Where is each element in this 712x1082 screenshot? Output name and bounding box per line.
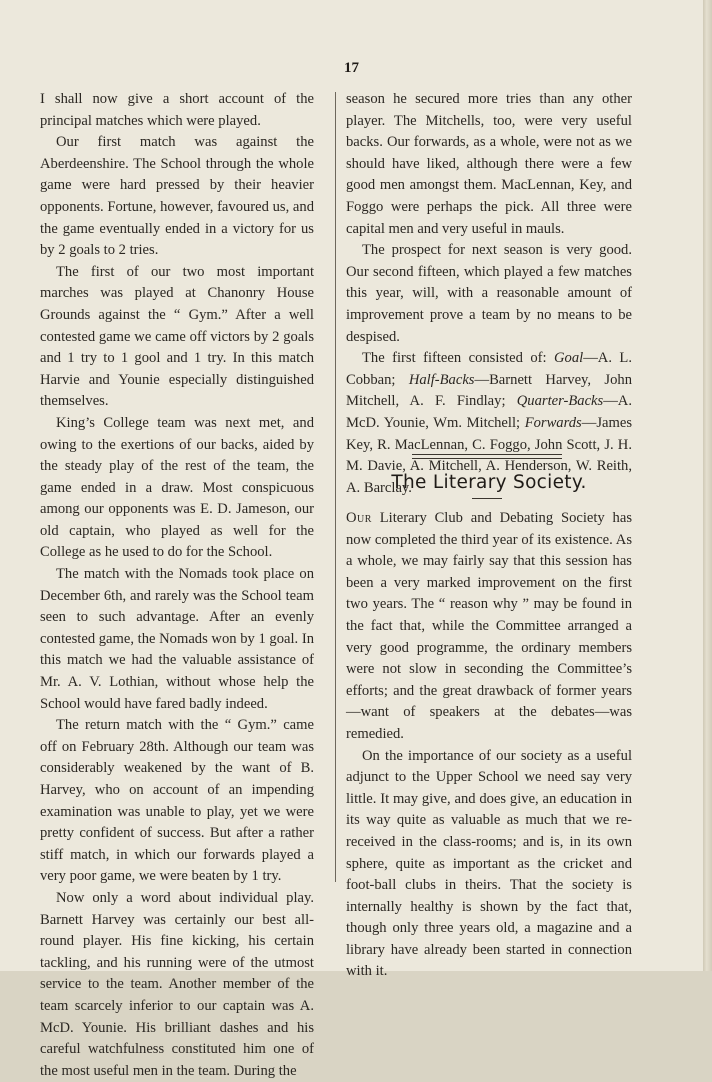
paragraph: The first of our two most important marches was played at Chanonry House Grounds against the “ Gym.” After a well contested game we came off victors by 2 goals and 1 try to 1 gool and 1 try. In this match Harvie and Younie especially distinguished themselves. [40,263,314,410]
right-column [346,89,632,499]
section-rule [412,454,562,459]
paragraph: I shall now give a short account of the principal matches which were played. [40,91,314,129]
paragraph: King’s College team was next met, and owing to the exertions of our backs, aided by the steady play of the rest of the team, the game ended in a draw. Most conspicuous among our opponents was E. D. Jameson, our old captain, who played as well for the College as he used to do for the School. [40,414,314,561]
quarter-backs-players: —A. McD. Younie, Wm. Mitchell; [346,393,632,431]
fifteen-intro: The first fifteen consisted of: [362,350,555,367]
paragraph: The return match with the “ Gym.” came off on February 28th. Although our team was considerably weakened by the want of B. Harvey, who on account of an impending examination was unable to play, yet we were pretty confident of success. But after a rather stiff match, in which our forwards played a very poor game, we were beaten by 1 try. [40,717,314,885]
heading-underline [472,498,502,499]
forwards-players: —James Key, R. MacLennan, C. Foggo, John Scott, J. H. M. Davie, A. Mitchell, A. Henderson, W. Reith, A. Barclay. [346,414,632,496]
half-backs-label: Half-Backs [408,371,475,388]
literary-society-column [346,508,632,983]
paragraph: Now only a word about individual play. Barnett Harvey was certainly our best all-round player. His fine kicking, his certain tackling, and his running were of the utmost service to the team. Another member of the team scarcely inferior to our captain was A. McD. Younie. His brilliant dashes and his careful watchfulness constituted him one of the most useful men in the team. During the [40,889,314,1079]
column-divider [335,92,336,882]
goal-label: Goal [554,350,584,367]
section-heading: The Literary Society. [391,472,587,493]
left-column [40,89,314,1082]
half-backs-players: —Barnett Harvey, John Mitchell, A. F. Findlay; [346,371,632,410]
paragraph: season he secured more tries than any other player. The Mitchells, too, were very useful backs. Our forwards, as a whole, were not as we should have liked, although there were a few good men amongst them. MacLennan, Key, and Foggo were perhaps the pick. All three were capital men and very useful in mauls. [346,91,632,237]
goal-players: —A. L. Cobban; [346,350,632,388]
forwards-label: Forwards [524,414,582,431]
paragraph: The prospect for next season is very good. Our second fifteen, which played a few matches this year, will, with a reasonable amount of improvement prove a team by no means to be despised. [346,242,632,345]
paragraph: The match with the Nomads took place on December 6th, and rarely was the School team seen to such advantage. After an evenly contested game, the Nomads won by 1 goal. In this match we had the valuable assistance of Mr. A. V. Lothian, without whose help the School would have fared badly indeed. [40,566,314,712]
opening-word: Our [346,510,372,526]
paragraph [346,508,632,746]
page-number: 17 [344,60,359,76]
quarter-backs-label: Quarter-Backs [516,393,604,410]
page-edge [703,0,712,971]
paragraph: Our first match was against the Aberdeenshire. The School through the whole game were hard pressed by their heavier opponents. Fortune, however, favoured us, and the game eventually ended in a victory for us by 2 goals to 2 tries. [40,134,314,259]
paragraph: On the importance of our society as a useful adjunct to the Upper School we need say very little. It may give, and does give, an education in its way quite as valuable as much that we re-received in the class-rooms; and is, in its own sphere, quite as important as the cricket and foot-ball clubs in theirs. That the society is internally healthy is shown by the fact that, though only three years old, a magazine and a library have already been started in connection with it. [346,747,632,980]
paragraph-text: Literary Club and Debating Society has now completed the third year of its existence. As a whole, we may fairly say that this session has been a very marked improvement on the first two years. The “ reason why ” may be found in the fact that, while the Committee arranged a very good programme, the ordinary members were not slow in seconding the Committee’s efforts; and the great drawback of former years—want of speakers at the debates—was remedied. [346,510,632,742]
